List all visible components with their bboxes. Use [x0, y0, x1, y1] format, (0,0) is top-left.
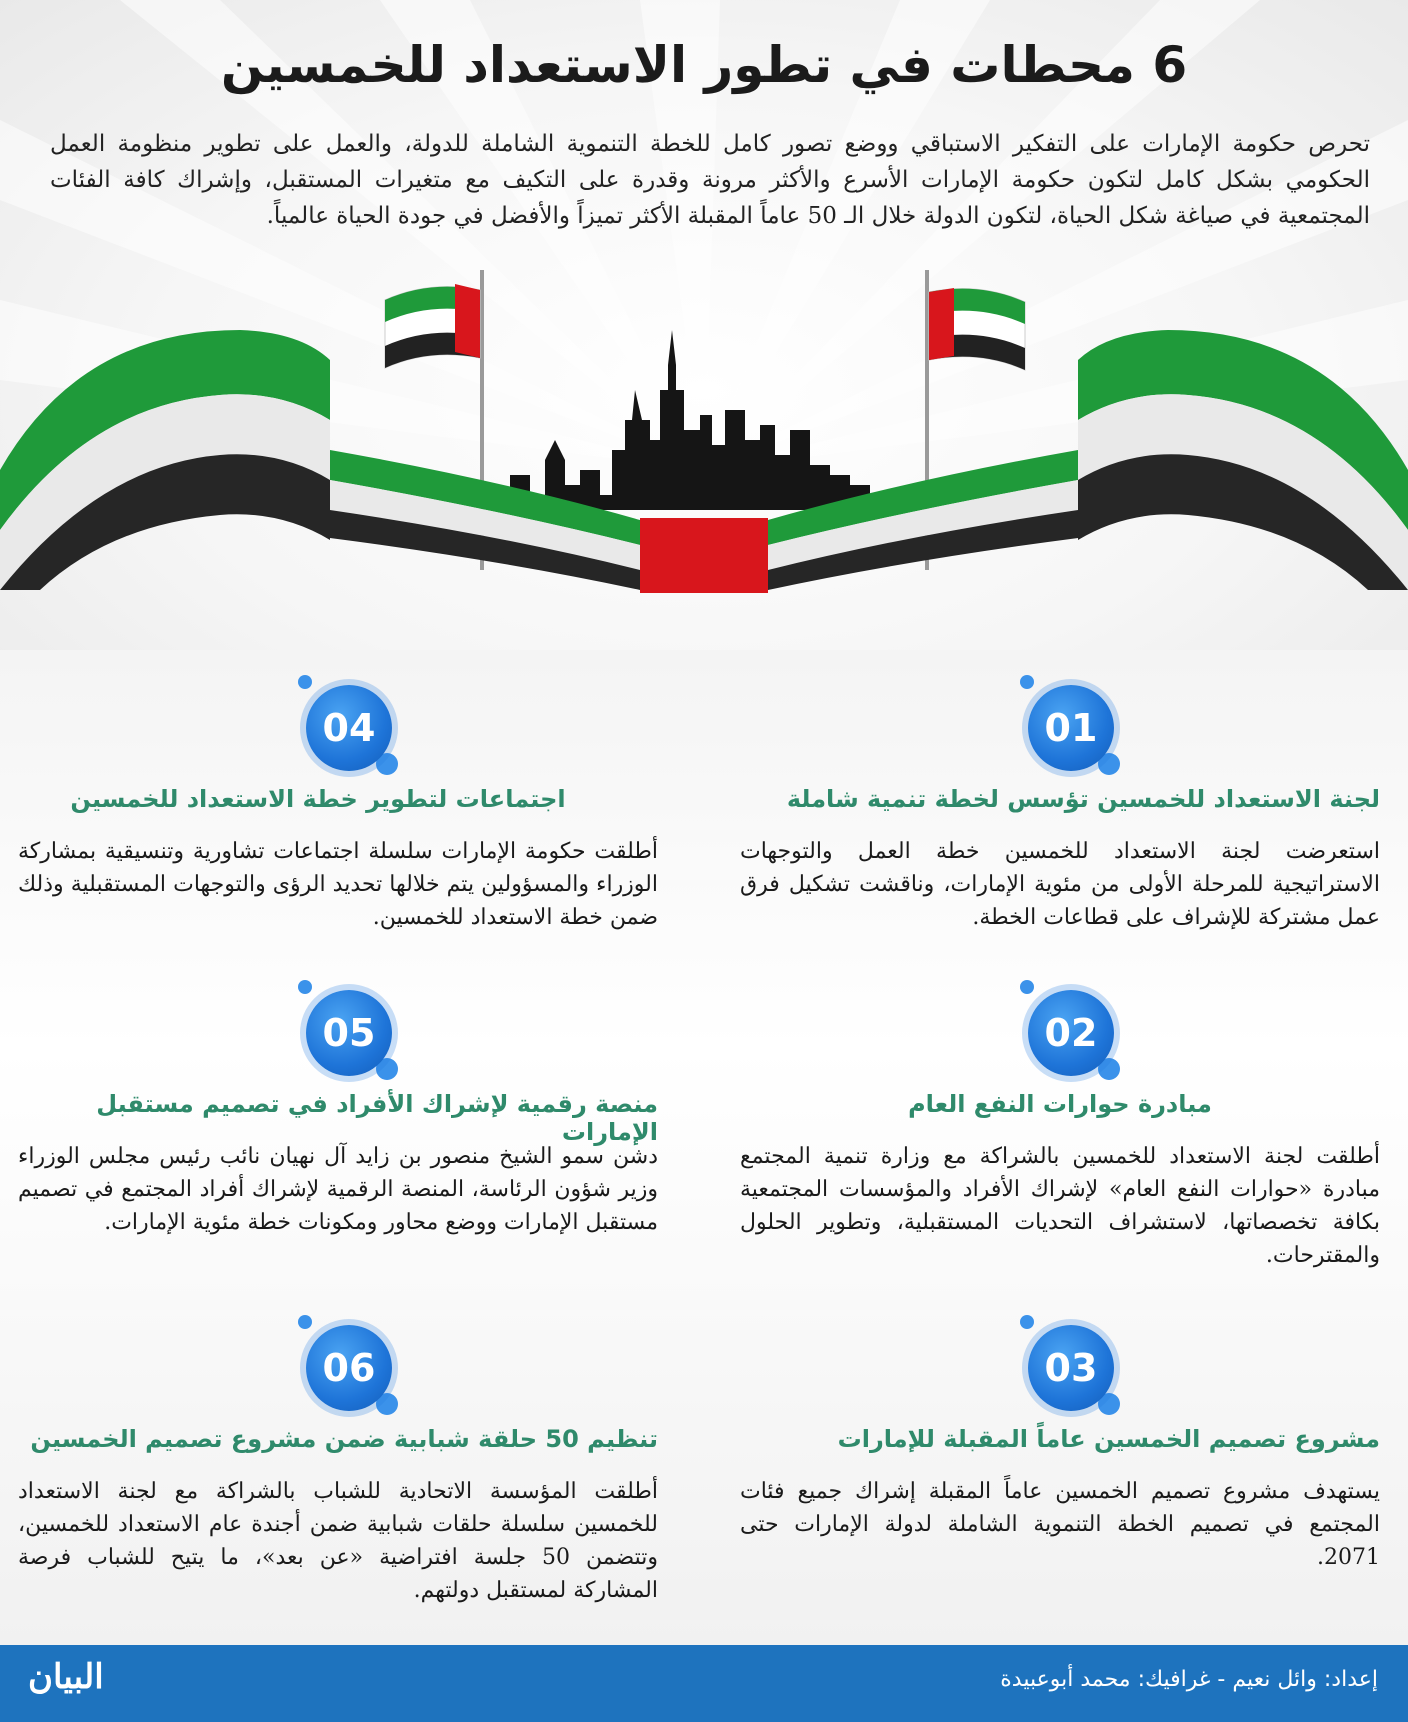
station-item-06	[18, 1315, 658, 1635]
number-badge-02	[1008, 980, 1128, 1080]
station-text: استعرضت لجنة الاستعداد للخمسين خطة العمل والتوجهات الاستراتيجية للمرحلة الأولى من مئوية الإمارات، وناقشت تشكيل فرق عمل مشتركة للإشراف على قطاعات الخطة.	[740, 839, 1380, 930]
badge-number: 03	[1044, 1346, 1098, 1390]
page-title: 6 محطات في تطور الاستعداد للخمسين	[220, 36, 1188, 94]
badge-number: 05	[322, 1011, 376, 1055]
city-skyline	[490, 330, 890, 510]
station-item-01	[740, 675, 1380, 995]
station-item-03	[740, 1315, 1380, 1635]
station-title: منصة رقمية لإشراك الأفراد في تصميم مستقبل الإمارات	[96, 1090, 658, 1146]
flag-ribbon-right	[1078, 330, 1408, 590]
number-badge-06	[286, 1315, 406, 1415]
number-badge-03	[1008, 1315, 1128, 1415]
station-item-04	[18, 675, 658, 995]
station-title: مشروع تصميم الخمسين عاماً المقبلة للإمارات	[837, 1425, 1380, 1453]
badge-number: 01	[1044, 706, 1098, 750]
intro-paragraph: تحرص حكومة الإمارات على التفكير الاستباقي ووضع تصور كامل للخطة التنموية الشاملة للدولة، والعمل على تطوير منظومة العمل الحكومي بشكل كامل لتكون حكومة الإمارات الأسرع والأكثر مرونة وقدرة على التكيف مع متغيرات المستقبل، وإشراك كافة الفئات المجتمعية في صياغة شكل الحياة، لتكون الدولة خلال الـ 50 عاماً المقبلة الأكثر تميزاً والأفضل في جودة الحياة عالمياً.	[50, 131, 1370, 229]
station-text: أطلقت لجنة الاستعداد للخمسين بالشراكة مع وزارة تنمية المجتمع مبادرة «حوارات النفع العام» لإشراك الأفراد والمؤسسات المجتمعية بكافة تخصصاتها، لاستشراف التحديات المستقبلية، وتطوير الحلول والمقترحات.	[740, 1144, 1380, 1268]
footer-bar	[0, 1645, 1408, 1722]
station-text: دشن سمو الشيخ منصور بن زايد آل نهيان نائب رئيس مجلس الوزراء وزير شؤون الرئاسة، المنصة الرقمية لإشراك أفراد المجتمع في تصميم مستقبل الإمارات ووضع محاور ومكونات خطة مئوية الإمارات.	[18, 1144, 658, 1235]
uae-flag-left-icon	[385, 284, 480, 368]
station-text: يستهدف مشروع تصميم الخمسين عاماً المقبلة إشراك جميع فئات المجتمع في تصميم الخطة التنموية الشاملة لدولة الإمارات حتى 2071.	[740, 1479, 1380, 1570]
station-text: أطلقت حكومة الإمارات سلسلة اجتماعات تشاورية وتنسيقية بمشاركة الوزراء والمسؤولين يتم خلالها تحديد الرؤى والتوجهات المستقبلية وذلك ضمن خطة الاستعداد للخمسين.	[18, 839, 658, 930]
station-title: تنظيم 50 حلقة شبابية ضمن مشروع تصميم الخمسين	[30, 1425, 658, 1453]
station-title: مبادرة حوارات النفع العام	[908, 1090, 1212, 1118]
uae-flag-right-icon	[929, 288, 1025, 370]
stations-section	[0, 650, 1408, 1645]
station-text: أطلقت المؤسسة الاتحادية للشباب بالشراكة مع لجنة الاستعداد للخمسين سلسلة حلقات شبابية ضمن أجندة عام الاستعداد للخمسين، وتتضمن 50 جلسة افتراضية «عن بعد»، ما يتيح للشباب فرصة المشاركة لمستقبل دولتهم.	[18, 1479, 658, 1603]
station-title: لجنة الاستعداد للخمسين تؤسس لخطة تنمية شاملة	[786, 785, 1380, 813]
albayan-logo: البيان	[28, 1657, 104, 1697]
station-item-02	[740, 980, 1380, 1300]
hero-illustration	[0, 270, 1408, 650]
badge-number: 02	[1044, 1011, 1098, 1055]
badge-number: 06	[322, 1346, 376, 1390]
station-title: اجتماعات لتطوير خطة الاستعداد للخمسين	[70, 785, 566, 813]
badge-number: 04	[322, 706, 376, 750]
flag-ribbon-left	[0, 330, 330, 590]
number-badge-01	[1008, 675, 1128, 775]
number-badge-04	[286, 675, 406, 775]
header-section	[0, 0, 1408, 650]
station-item-05	[18, 980, 658, 1300]
number-badge-05	[286, 980, 406, 1080]
credits-text: إعداد: وائل نعيم - غرافيك: محمد أبوعبيدة	[1000, 1667, 1378, 1692]
